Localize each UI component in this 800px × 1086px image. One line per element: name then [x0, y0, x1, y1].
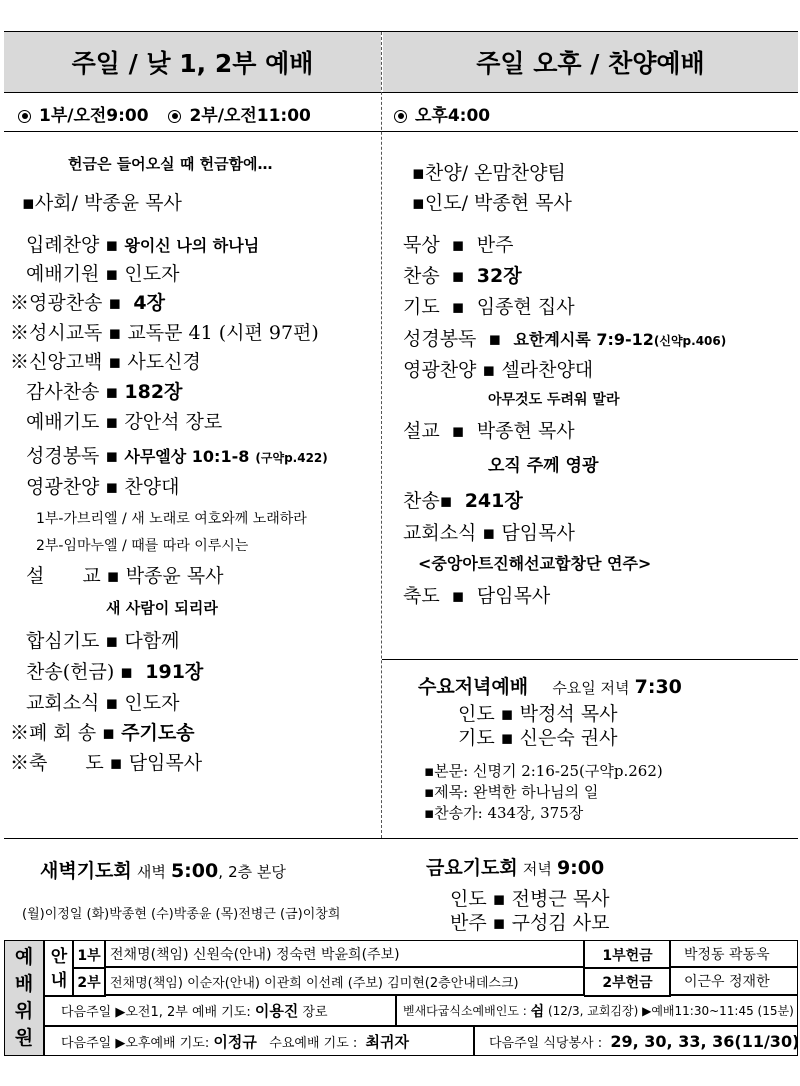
wednesday-title: 수요저녁예배 — [418, 676, 529, 698]
wednesday-time: 7:30 — [634, 676, 682, 698]
row1-offering: 박정동 곽동욱 — [669, 940, 798, 967]
order-item: ※폐 회 송 ▪ 주기도송 — [10, 722, 195, 744]
row1-names: 전채명(책임) 신원숙(안내) 정숙련 박윤희(주보) — [104, 940, 584, 967]
right-leader-praise: ▪찬양/ 온맘찬양팀 — [412, 162, 566, 184]
committee-side-label: 예배위원 — [4, 940, 44, 1056]
kitchen-service: 다음주일 식당봉사 : 29, 30, 33, 36(11/30) — [474, 1026, 798, 1056]
concert-note: <중앙아트진해선교합창단 연주> — [418, 554, 652, 573]
row2-offering: 이근우 정재한 — [669, 967, 798, 995]
row2-offering-label: 2부헌금 — [584, 967, 671, 997]
right-header-text: 주일 오후 / 찬양예배 — [476, 49, 705, 78]
row1-part: 1부 — [72, 940, 106, 969]
wednesday-text: ▪본문: 신명기 2:16-25(구약p.262) — [424, 762, 663, 780]
dawn-time-label: 새벽 — [136, 863, 166, 881]
friday-title-row — [426, 853, 604, 880]
right-choir-song: 아무것도 두려워 말라 — [488, 392, 620, 408]
order-item: 입례찬양 ▪ 왕이신 나의 하나님 — [26, 234, 260, 256]
wednesday-hymns: ▪찬송가: 434장, 375장 — [424, 804, 584, 822]
order-item: 합심기도 ▪ 다함께 — [26, 630, 180, 652]
radio-bullet-icon — [394, 110, 407, 123]
order-item: 교회소식 ▪ 담임목사 — [403, 522, 575, 544]
right-header — [383, 32, 798, 92]
right-leader-guide: ▪인도/ 박종현 목사 — [412, 192, 572, 214]
order-item: ※성시교독 ▪ 교독문 41 (시편 97편) — [10, 322, 319, 344]
wednesday-time-label: 수요일 저녁 — [552, 679, 630, 697]
offering-notice: 헌금은 들어오실 때 헌금함에… — [68, 155, 273, 173]
order-item: 기도 ▪ 임종현 집사 — [403, 296, 575, 318]
next-prayer-afternoon: 다음주일 ▶오후예배 기도: 이정규 수요예배 기도 : 최귀자 — [44, 1026, 474, 1056]
right-sermon: 설교 ▪ 박종현 목사 — [403, 420, 575, 442]
row2-part: 2부 — [72, 967, 106, 997]
order-item: ※영광찬송 ▪ 4장 — [10, 292, 165, 314]
order-item: 묵상 ▪ 반주 — [403, 234, 514, 256]
wednesday-title-row — [418, 672, 682, 699]
left-sermon: 설 교 ▪ 박종윤 목사 — [26, 565, 224, 587]
right-sermon-title: 오직 주께 영광 — [488, 456, 599, 476]
choir-second: 2부-임마누엘 / 때를 따라 이루시는 — [36, 538, 249, 554]
order-item: 예배기도 ▪ 강안석 장로 — [26, 411, 223, 433]
left-leader: ▪사회/ 박종윤 목사 — [22, 192, 182, 214]
friday-leader: 인도 ▪ 전병근 목사 — [450, 888, 610, 910]
choir-first: 1부-가브리엘 / 새 노래로 여호와께 노래하라 — [36, 511, 307, 527]
friday-title: 금요기도회 — [426, 857, 518, 879]
time-first: 1부/오전9:00 — [39, 106, 149, 126]
friday-time-label: 저녁 — [522, 860, 552, 878]
dawn-title-row: 새벽기도회 새벽 5:00, 2층 본당 — [40, 860, 286, 882]
left-sermon-title: 새 사람이 되리라 — [106, 599, 218, 617]
time-afternoon: 오후4:00 — [415, 106, 491, 126]
order-item: 교회소식 ▪ 인도자 — [26, 692, 180, 714]
order-item: 찬송 ▪ 32장 — [403, 265, 522, 287]
time-second: 2부/오전11:00 — [189, 106, 311, 126]
order-item: 영광찬양 ▪ 셀라찬양대 — [403, 359, 594, 381]
order-item: 찬송▪ 241장 — [403, 490, 523, 512]
order-item: 성경봉독 ▪ 사무엘상 10:1-8 (구약p.422) — [26, 445, 328, 467]
order-item: ※축 도 ▪ 담임목사 — [10, 752, 203, 774]
friday-accompanist: 반주 ▪ 구성김 사모 — [450, 912, 610, 934]
guide-label: 안내 — [44, 940, 74, 997]
friday-time: 9:00 — [556, 857, 605, 879]
order-item: ※신앙고백 ▪ 사도신경 — [10, 351, 201, 373]
order-item: 영광찬양 ▪ 찬양대 — [26, 476, 180, 498]
order-item: 감사찬송 ▪ 182장 — [26, 381, 183, 403]
right-time — [394, 101, 490, 126]
order-item: 예배기원 ▪ 인도자 — [26, 263, 180, 285]
bethsaida-worship: 벧새다굽식소예배인도 : 쉼 (12/3, 교회김장) ▶예배11:30~11:45 (15분) — [396, 995, 798, 1026]
next-prayer-morning: 다음주일 ▶오전1, 2부 예배 기도: 이용진 장로 — [44, 995, 396, 1026]
radio-bullet-icon — [18, 110, 31, 123]
wednesday-subject: ▪제목: 완벽한 하나님의 일 — [424, 783, 599, 801]
wednesday-prayer: 기도 ▪ 신은숙 권사 — [458, 727, 618, 749]
left-header — [4, 32, 381, 92]
order-item: 성경봉독 ▪ 요한계시록 7:9-12(신약p.406) — [403, 328, 727, 350]
order-item: 축도 ▪ 담임목사 — [403, 585, 551, 607]
row1-offering-label: 1부헌금 — [584, 940, 671, 969]
radio-bullet-icon — [168, 110, 181, 123]
wednesday-leader: 인도 ▪ 박정석 목사 — [458, 703, 618, 725]
left-header-text: 주일 / 낮 1, 2부 예배 — [71, 49, 314, 78]
dawn-time: 5:00 — [170, 860, 219, 882]
dawn-title: 새벽기도회 — [40, 860, 132, 882]
committee-table — [4, 940, 798, 1058]
dawn-schedule: (월)이정일 (화)박종현 (수)박종윤 (목)전병근 (금)이창희 — [22, 907, 341, 922]
order-item: 찬송(헌금) ▪ 191장 — [26, 661, 204, 683]
left-times — [18, 101, 311, 126]
row2-names: 전채명(책임) 이순자(안내) 이관희 이선례 (주보) 김미현(2층안내데스크) — [104, 967, 584, 995]
dawn-place: 2층 본당 — [228, 863, 286, 881]
